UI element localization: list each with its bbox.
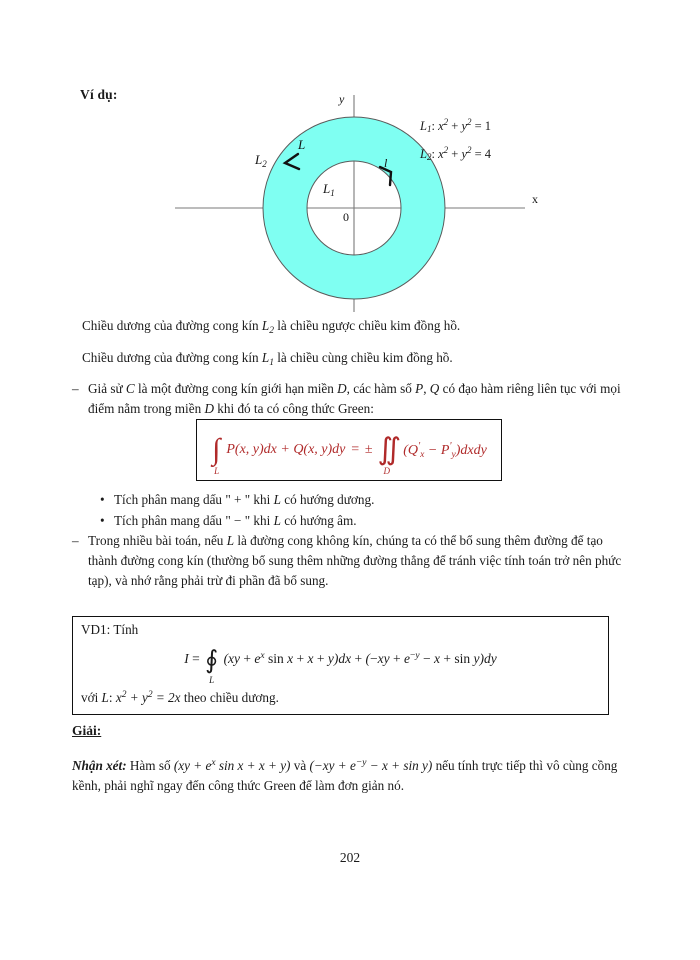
vd1-lhs: I [184, 651, 189, 666]
green-intro-part1: Giả sử [88, 381, 126, 396]
rhs-open-paren: ( [403, 442, 408, 458]
symbol-q: Q [429, 381, 440, 396]
double-integral-lower-limit: D [383, 465, 391, 476]
vd1-condition-pre: với [81, 690, 102, 705]
example-label: Ví dụ: [80, 87, 118, 102]
double-integral-glyph: ∬ [377, 433, 402, 466]
rhs-minus: − [427, 442, 438, 458]
symbol-d: D [337, 381, 347, 396]
orientation-inner-paragraph [82, 348, 602, 373]
orientation-outer-symbol: L [261, 318, 270, 333]
bullet-negative-pre: Tích phân mang dấu " − " khi [114, 513, 274, 528]
symbol-c: C [125, 381, 135, 396]
bullet-positive-post: có hướng dương. [280, 492, 375, 507]
green-intro-part4: , [423, 381, 430, 396]
rhs-q: Q [407, 442, 419, 458]
rhs-p: P [440, 442, 450, 458]
solution-heading: Giải: [72, 723, 102, 738]
closed-curve-symbol-l: L [226, 533, 235, 548]
rhs-p-sub: y [451, 449, 456, 460]
vd1-first-integrand: ($xy + e^x$ sin x + x + y)dx [223, 651, 352, 666]
bullet-positive-pre: Tích phân mang dấu " + " khi [114, 492, 274, 507]
vd1-condition [81, 690, 279, 706]
page-number: 202 [339, 850, 361, 865]
double-integral-icon [377, 433, 402, 476]
equals-sign: = [350, 442, 360, 457]
remark-text-2: và [290, 758, 310, 773]
vd1-second-integrand: $(-xy + e^{-y} - x + \sin y)dy$ [365, 651, 497, 666]
rhs-p-prime: ' [449, 440, 452, 452]
remark-label: Nhận xét: [72, 758, 127, 773]
y-axis-label: y [339, 92, 345, 106]
orientation-inner-symbol: L [261, 350, 270, 365]
vd1-problem-box [72, 616, 609, 715]
orientation-outer-pre: Chiều dương của đường cong kín [82, 318, 262, 333]
rhs-q-prime: ' [418, 440, 421, 452]
orientation-inner-pre: Chiều dương của đường cong kín [82, 350, 262, 365]
equation-L1: $L_1$: $x^2 + y^2 = 1$ [420, 117, 492, 134]
vd1-condition-post: theo chiều dương. [180, 690, 279, 705]
solution-remark [72, 753, 628, 796]
vd1-equals: = [192, 651, 200, 666]
inner-arrow-label: l [384, 156, 388, 170]
symbol-d2: D [204, 401, 214, 416]
remark-expression-1: ($xy + e^x$ sin x + x + y) [173, 758, 291, 773]
orientation-outer-subscript: 2 [269, 326, 274, 336]
vd1-plus: + [354, 651, 363, 666]
curve-equations [420, 112, 491, 168]
bullet-negative-post: có hướng âm. [280, 513, 357, 528]
integral-lower-limit: L [214, 465, 220, 476]
contour-integral-icon [205, 647, 219, 686]
orientation-outer-paragraph [82, 316, 602, 341]
green-intro-part3: , các hàm số [346, 381, 416, 396]
green-intro-body [88, 379, 632, 419]
plus-minus-sign: ± [364, 442, 373, 457]
green-formula-box [196, 419, 502, 481]
outer-arrow-label: L [298, 137, 306, 152]
green-formula [197, 420, 501, 480]
green-integrand: P(x, y)dx + Q(x, y)dy [226, 442, 346, 457]
sign-rule-bullets [100, 489, 374, 531]
contour-integral-glyph: ∮ [205, 647, 219, 674]
green-intro-paragraph [72, 379, 632, 419]
bullet-marker: • [100, 513, 105, 528]
remark-text-1: Hàm số [126, 758, 174, 773]
bullet-marker: • [100, 492, 105, 507]
origin-label: 0 [343, 210, 349, 224]
closed-curve-note-body [88, 531, 632, 591]
remark-expression-2: $(-xy + e^{-y} - x + \sin y)$ [309, 758, 433, 773]
bullet-positive-symbol: L [273, 492, 281, 507]
closed-curve-part2: là đường cong không kín, chúng ta có thể bổ sung thêm đường để tạo thành đường cong kín (thường bổ sung thêm những đường thẳng để tránh việc tính toán trở nên phức tạp), và nhớ rằng phải trừ đi phần đã bổ sung. [88, 533, 622, 588]
closed-curve-note-paragraph [72, 531, 632, 591]
green-intro-part6: khi đó ta có công thức Green: [214, 401, 374, 416]
bullet-negative-symbol: L [273, 513, 281, 528]
green-rhs [403, 441, 487, 460]
vd1-condition-colon: : [108, 690, 116, 705]
equation-L2: $L_2$: $x^2 + y^2 = 4$ [420, 145, 492, 162]
integral-glyph: ∫ [212, 433, 221, 466]
remark-text-3: nếu tính trực tiếp thì vô cùng cồng kềnh, phải nghĩ ngay đến công thức Green để làm đơn giản nó. [72, 758, 618, 793]
bullet-negative [100, 510, 374, 531]
vd1-title: VD1: Tính [81, 622, 139, 637]
vd1-condition-symbol-l: L [101, 690, 109, 705]
green-intro-part5: có đạo hàm riêng liên tục với mọi điểm nằm trong miền [88, 381, 621, 416]
contour-integral-limit: L [209, 675, 215, 686]
x-axis-label: x [532, 192, 538, 206]
closed-curve-part1: Trong nhiều bài toán, nếu [88, 533, 227, 548]
rhs-q-sub: x [420, 449, 425, 460]
green-intro-part2: là một đường cong kín giới hạn miền [134, 381, 338, 396]
orientation-inner-subscript: 1 [269, 358, 274, 368]
outer-curve-label-L2: $L_2$ [255, 152, 267, 169]
orientation-outer-post: là chiều ngược chiều kim đồng hồ. [273, 318, 461, 333]
vd1-formula [73, 647, 608, 686]
rhs-close: )dxdy [455, 442, 487, 458]
dash-marker: – [72, 533, 79, 548]
orientation-inner-post: là chiều cùng chiều kim đồng hồ. [273, 350, 453, 365]
dash-marker: – [72, 381, 79, 396]
line-integral-icon [212, 433, 221, 476]
symbol-p: P [415, 381, 424, 396]
vd1-condition-expr: $x^2 + y^2 = 2x$ [115, 690, 181, 705]
bullet-positive [100, 489, 374, 510]
inner-curve-label-L1: $L_1$ [323, 181, 335, 198]
